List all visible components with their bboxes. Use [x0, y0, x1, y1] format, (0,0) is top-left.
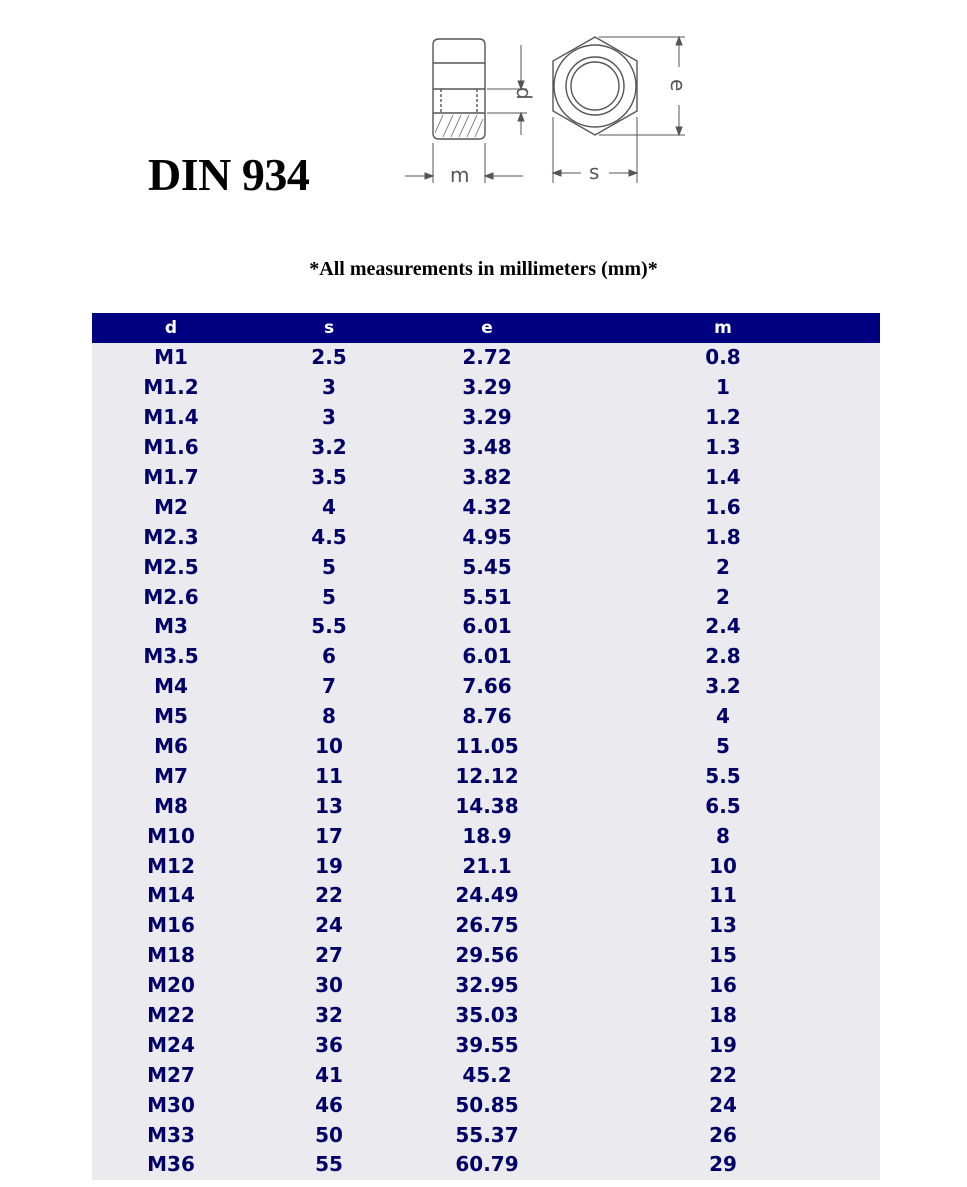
cell-d: M16	[147, 913, 195, 938]
table-row	[92, 612, 880, 642]
header-s: s	[250, 313, 408, 343]
cell-e: 29.56	[455, 943, 519, 968]
cell-e: 6.01	[462, 644, 512, 669]
table-row	[92, 582, 880, 612]
cell-d: M3.5	[143, 644, 199, 669]
table-row	[92, 1030, 880, 1060]
cell-s: 4.5	[311, 524, 347, 549]
cell-s: 6	[322, 644, 336, 669]
table-row	[92, 403, 880, 433]
cell-s: 32	[315, 1003, 343, 1028]
cell-d: M1.2	[143, 375, 199, 400]
cell-s: 30	[315, 973, 343, 998]
header-m: m	[566, 313, 880, 343]
cell-s: 10	[315, 734, 343, 759]
table-row	[92, 1001, 880, 1031]
cell-m: 1.3	[705, 435, 741, 460]
page-title: DIN 934	[148, 149, 310, 200]
cell-m: 1.6	[705, 494, 741, 519]
cell-s: 5	[322, 554, 336, 579]
cell-m: 4	[716, 704, 730, 729]
table-row	[92, 672, 880, 702]
hex-nut-diagram	[395, 25, 695, 185]
cell-m: 13	[709, 913, 737, 938]
cell-d: M2.6	[143, 584, 199, 609]
table-row	[92, 911, 880, 941]
cell-d: M14	[147, 883, 195, 908]
cell-m: 2	[716, 554, 730, 579]
cell-e: 39.55	[455, 1032, 519, 1057]
table-row	[92, 881, 880, 911]
cell-m: 1.2	[705, 405, 741, 430]
cell-s: 41	[315, 1062, 343, 1087]
table-row	[92, 1120, 880, 1150]
table-row	[92, 971, 880, 1001]
table-row	[92, 522, 880, 552]
cell-m: 29	[709, 1152, 737, 1177]
cell-m: 2	[716, 584, 730, 609]
cell-m: 11	[709, 883, 737, 908]
table-row	[92, 821, 880, 851]
cell-m: 15	[709, 943, 737, 968]
cell-s: 55	[315, 1152, 343, 1177]
cell-d: M1	[154, 345, 188, 370]
cell-d: M5	[154, 704, 188, 729]
cell-e: 11.05	[455, 734, 519, 759]
table-row	[92, 702, 880, 732]
cell-e: 26.75	[455, 913, 519, 938]
cell-e: 4.32	[462, 494, 512, 519]
cell-e: 3.82	[462, 465, 512, 489]
cell-m: 5.5	[705, 763, 741, 788]
cell-e: 6.01	[462, 614, 512, 639]
cell-s: 36	[315, 1032, 343, 1057]
cell-e: 4.95	[462, 524, 512, 549]
cell-d: M12	[147, 853, 195, 878]
table-row	[92, 463, 880, 493]
table-row	[92, 433, 880, 463]
cell-e: 50.85	[455, 1092, 519, 1117]
cell-s: 24	[315, 913, 343, 938]
cell-m: 2.4	[705, 614, 741, 639]
cell-s: 22	[315, 883, 343, 908]
cell-s: 3.2	[311, 435, 347, 460]
cell-d: M24	[147, 1032, 195, 1057]
cell-m: 22	[709, 1062, 737, 1087]
table-header-row	[92, 313, 880, 343]
diagram-label-s: s	[589, 160, 600, 184]
cell-d: M2	[154, 494, 188, 519]
cell-s: 3.5	[311, 465, 347, 489]
units-note: *All measurements in millimeters (mm)*	[309, 258, 658, 280]
cell-d: M36	[147, 1152, 195, 1177]
table-row	[92, 941, 880, 971]
cell-e: 60.79	[455, 1152, 519, 1177]
table-row	[92, 492, 880, 522]
cell-e: 35.03	[455, 1003, 519, 1028]
cell-m: 26	[709, 1122, 737, 1147]
table-body	[92, 343, 880, 1180]
table-row	[92, 1150, 880, 1180]
cell-d: M1.6	[143, 435, 199, 460]
header-d: d	[92, 313, 250, 343]
cell-d: M10	[147, 823, 195, 848]
cell-s: 5	[322, 584, 336, 609]
cell-s: 50	[315, 1122, 343, 1147]
table-row	[92, 791, 880, 821]
table-row	[92, 642, 880, 672]
cell-s: 7	[322, 674, 336, 699]
cell-m: 2.8	[705, 644, 741, 669]
cell-m: 0.8	[705, 345, 741, 370]
cell-d: M20	[147, 973, 195, 998]
cell-s: 11	[315, 763, 343, 788]
cell-m: 24	[709, 1092, 737, 1117]
table-row	[92, 552, 880, 582]
cell-m: 8	[716, 823, 730, 848]
diagram-label-m: m	[450, 163, 470, 185]
cell-d: M6	[154, 734, 188, 759]
cell-e: 18.9	[462, 823, 512, 848]
cell-s: 19	[315, 853, 343, 878]
cell-s: 2.5	[311, 345, 347, 370]
cell-s: 8	[322, 704, 336, 729]
cell-d: M2.5	[143, 554, 199, 579]
cell-e: 8.76	[462, 704, 512, 729]
cell-d: M2.3	[143, 524, 199, 549]
cell-m: 6.5	[705, 793, 741, 818]
cell-m: 18	[709, 1003, 737, 1028]
cell-m: 5	[716, 734, 730, 759]
cell-e: 24.49	[455, 883, 519, 908]
cell-s: 17	[315, 823, 343, 848]
cell-d: M33	[147, 1122, 195, 1147]
table-row	[92, 1090, 880, 1120]
cell-e: 3.29	[462, 375, 512, 400]
cell-s: 13	[315, 793, 343, 818]
cell-e: 5.51	[462, 584, 512, 609]
cell-e: 2.72	[462, 345, 512, 370]
cell-d: M1.4	[143, 405, 199, 430]
table-row	[92, 732, 880, 762]
cell-e: 45.2	[462, 1062, 512, 1087]
cell-d: M1.7	[143, 465, 199, 489]
cell-e: 21.1	[462, 853, 512, 878]
cell-d: M18	[147, 943, 195, 968]
table-row	[92, 851, 880, 881]
cell-e: 5.45	[462, 554, 512, 579]
table-row	[92, 761, 880, 791]
cell-d: M4	[154, 674, 188, 699]
cell-e: 32.95	[455, 973, 519, 998]
cell-m: 19	[709, 1032, 737, 1057]
cell-m: 1.4	[705, 465, 741, 489]
diagram-label-d: d	[512, 87, 536, 100]
cell-e: 7.66	[462, 674, 512, 699]
cell-m: 1.8	[705, 524, 741, 549]
diagram-label-e: e	[666, 79, 690, 92]
cell-s: 3	[322, 375, 336, 400]
cell-d: M8	[154, 793, 188, 818]
cell-d: M7	[154, 763, 188, 788]
cell-s: 4	[322, 494, 336, 519]
cell-m: 1	[716, 375, 730, 400]
cell-e: 12.12	[455, 763, 519, 788]
cell-s: 27	[315, 943, 343, 968]
header-e: e	[408, 313, 566, 343]
cell-m: 3.2	[705, 674, 741, 699]
cell-s: 3	[322, 405, 336, 430]
cell-e: 55.37	[455, 1122, 519, 1147]
cell-s: 46	[315, 1092, 343, 1117]
cell-d: M27	[147, 1062, 195, 1087]
cell-e: 3.29	[462, 405, 512, 430]
cell-s: 5.5	[311, 614, 347, 639]
cell-m: 10	[709, 853, 737, 878]
dimensions-table	[92, 313, 880, 1180]
table-row	[92, 1060, 880, 1090]
table-row	[92, 343, 880, 373]
cell-d: M22	[147, 1003, 195, 1028]
cell-e: 3.48	[462, 435, 512, 460]
cell-d: M30	[147, 1092, 195, 1117]
cell-d: M3	[154, 614, 188, 639]
cell-e: 14.38	[455, 793, 519, 818]
table-row	[92, 373, 880, 403]
cell-m: 16	[709, 973, 737, 998]
